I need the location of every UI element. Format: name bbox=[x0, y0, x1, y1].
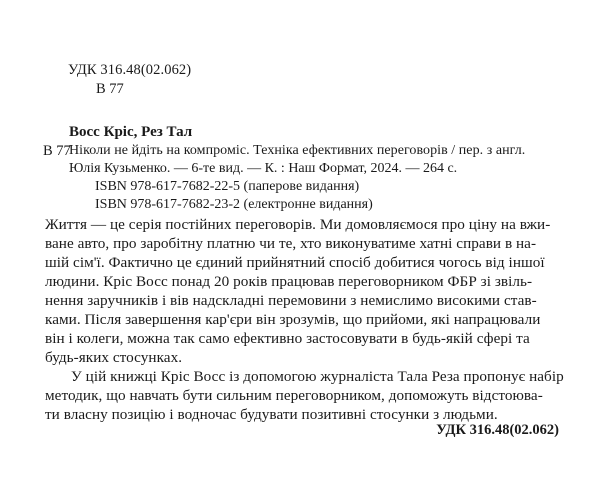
cutter-number-left: В 77 bbox=[43, 143, 71, 159]
annotation-line: ти власну позицію і водночас будувати позитивні стосунки з людьми. bbox=[45, 406, 498, 423]
annotation-line: шій сім'ї. Фактично це єдиний прийнятний спосіб добитися чогось від іншої bbox=[45, 254, 545, 271]
annotation-line: ками. Після завершення кар'єри він зрозумів, що прийоми, які напрацювали bbox=[45, 311, 541, 328]
annotation-line: методик, що навчать бути сильним переговорником, допоможуть відстоюва- bbox=[45, 387, 543, 404]
udk-code-bottom: УДК 316.48(02.062) bbox=[436, 422, 559, 438]
annotation-line: Життя — це серія постійних переговорів. Ми домовляємося про ціну на вжи- bbox=[45, 216, 551, 233]
annotation-line: нення заручників і вів надскладні перемовини з немислимо високими став- bbox=[45, 292, 537, 309]
cutter-number-top: В 77 bbox=[96, 81, 124, 97]
annotation-line: людини. Кріс Восс понад 20 років працював переговорником ФБР зі звіль- bbox=[45, 273, 533, 290]
title-line: Ніколи не йдіть на компроміс. Техніка ефективних переговорів / пер. з англ. bbox=[69, 143, 526, 158]
annotation-line: він і колеги, можна так само ефективно застосовувати в будь-якій сфері та bbox=[45, 330, 530, 347]
annotation-line: ване авто, про заробітну платню чи те, хто виконуватиме хатні справи в на- bbox=[45, 235, 537, 252]
annotation-line: У цій книжці Кріс Восс із допомогою журналіста Тала Реза пропонує набір bbox=[71, 368, 564, 385]
annotation-line: будь-яких стосунках. bbox=[45, 349, 183, 366]
isbn-print: ISBN 978-617-7682-22-5 (паперове видання) bbox=[95, 179, 360, 194]
udk-code-top: УДК 316.48(02.062) bbox=[68, 62, 192, 78]
author-heading: Восс Кріс, Рез Тал bbox=[69, 124, 193, 140]
isbn-ebook: ISBN 978-617-7682-23-2 (електронне видання) bbox=[95, 197, 373, 212]
imprint-line: Юлія Кузьменко. — 6-те вид. — К. : Наш Формат, 2024. — 264 с. bbox=[69, 161, 458, 176]
